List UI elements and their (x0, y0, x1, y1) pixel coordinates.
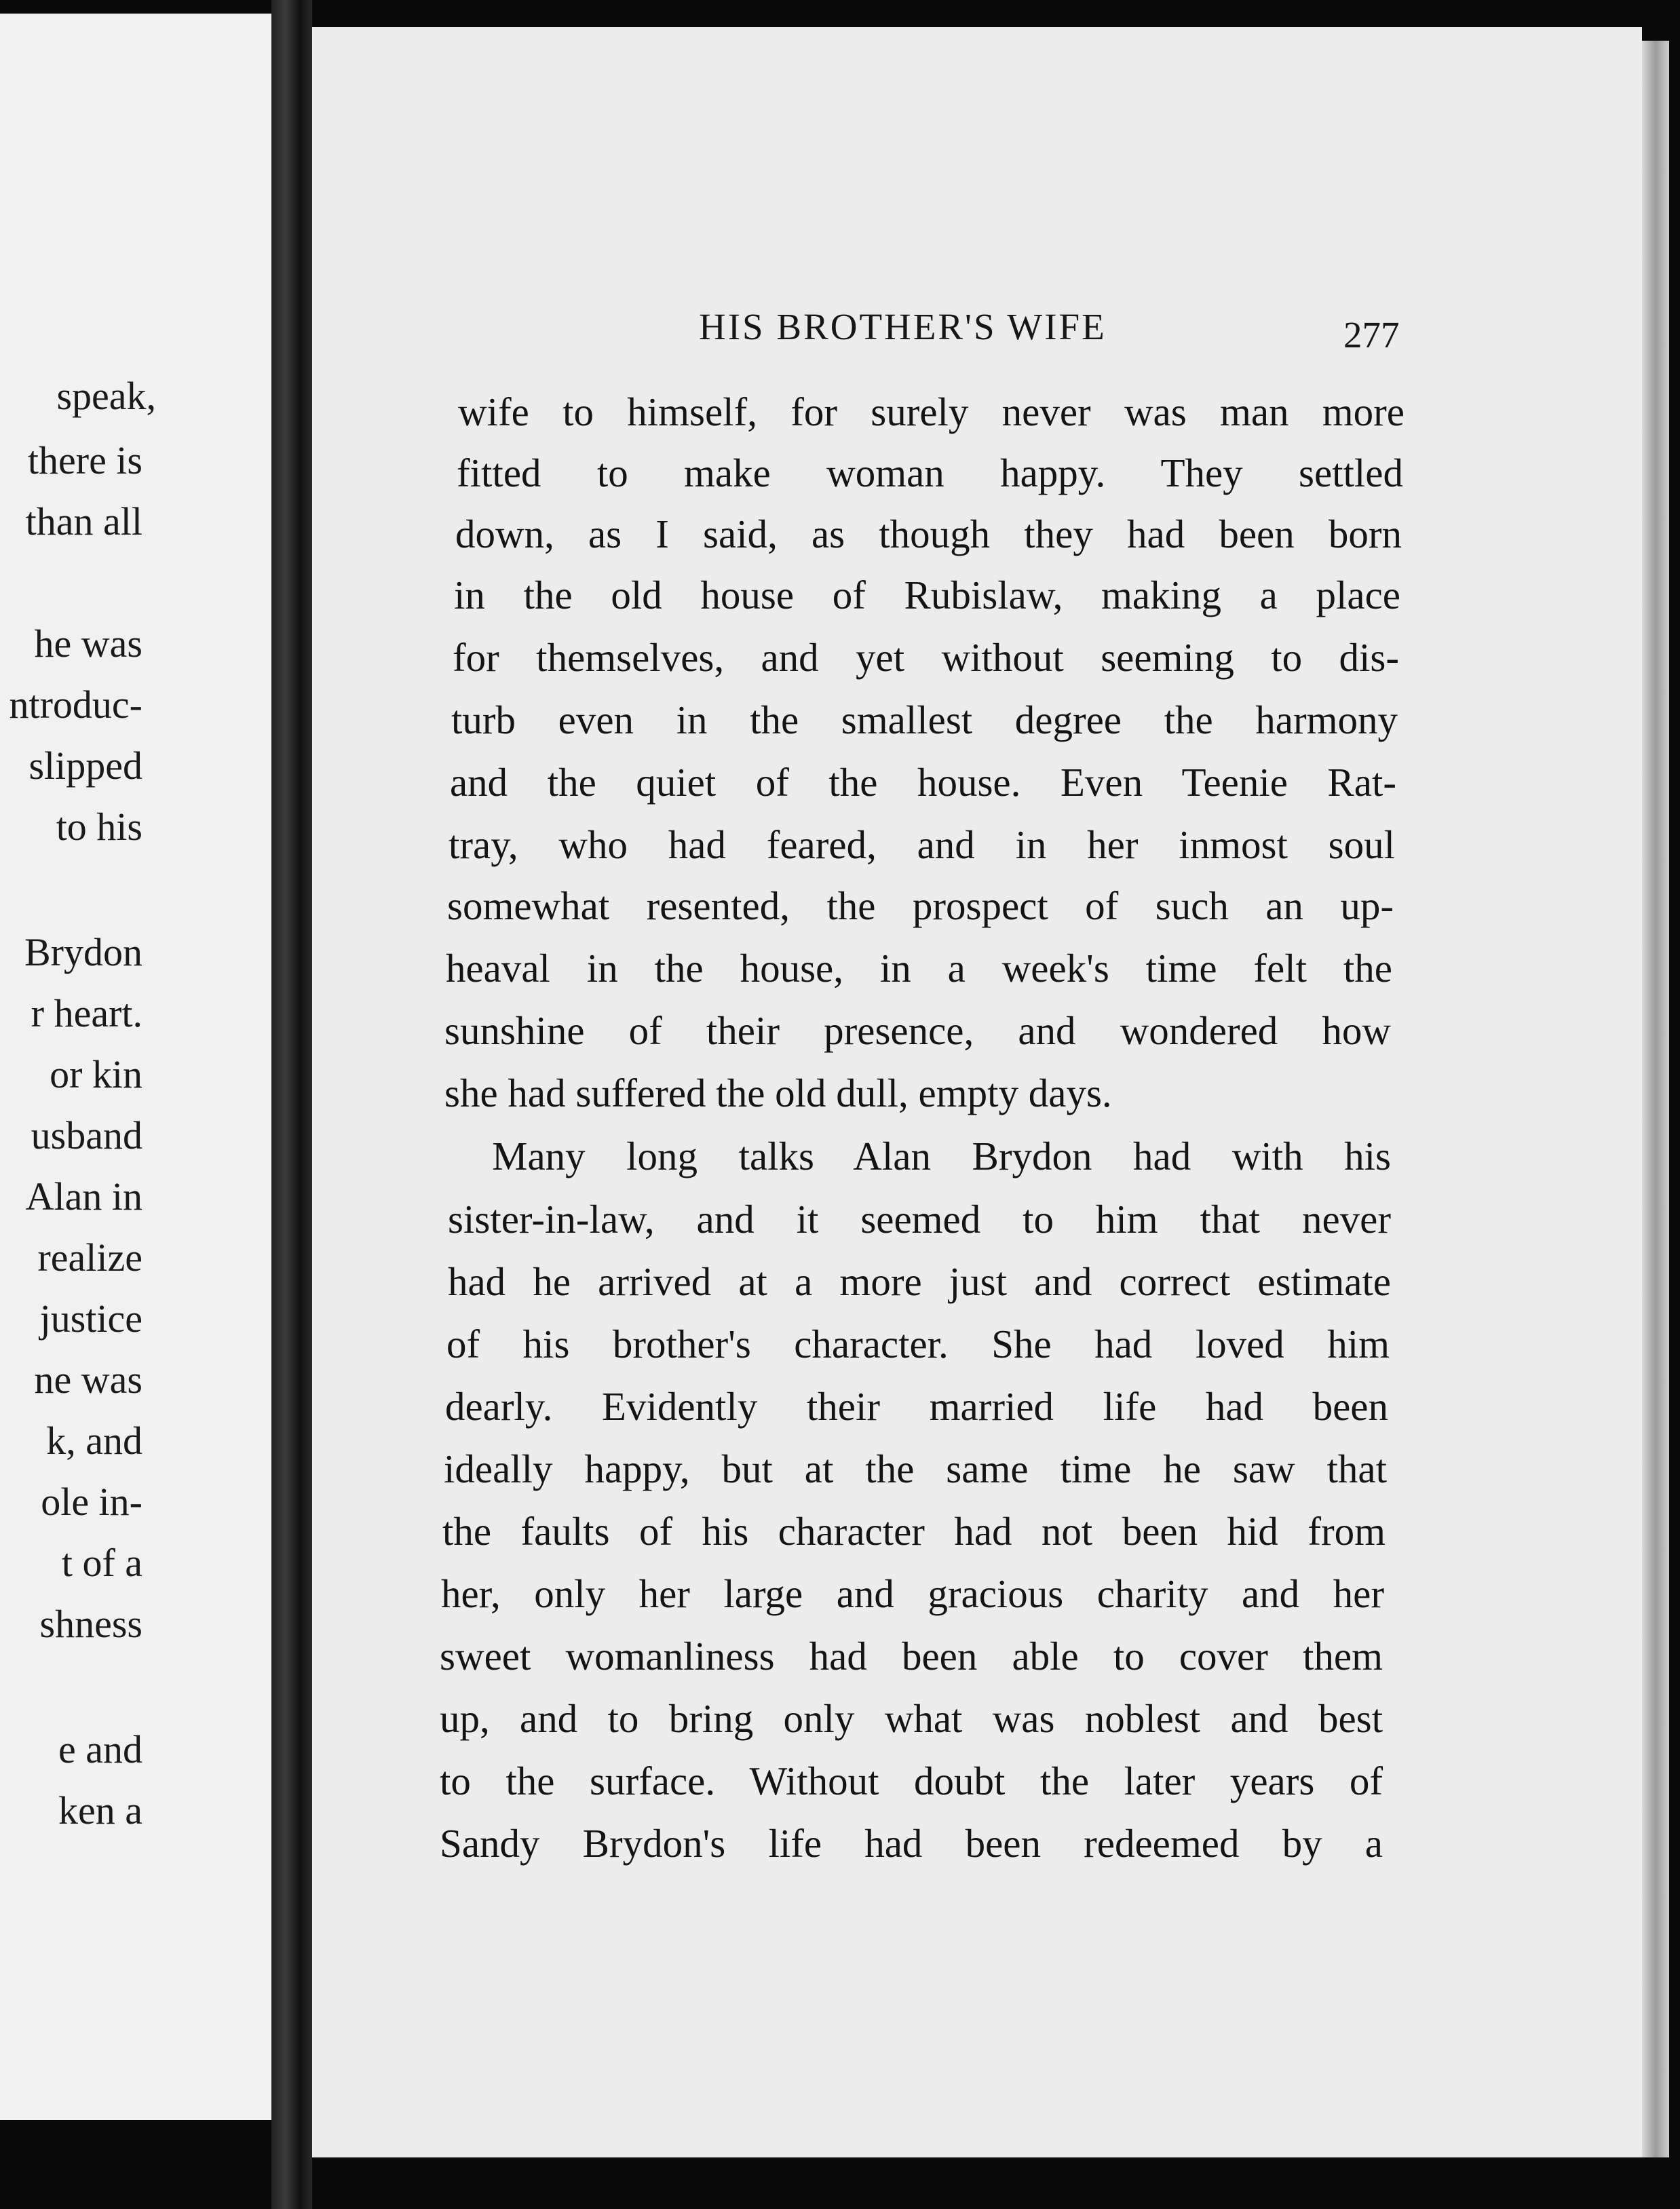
left-line: e and (58, 1727, 142, 1771)
text-line: somewhat resented, the prospect of such an up- (447, 883, 1394, 928)
left-line: Brydon (24, 930, 142, 974)
text-line: for themselves, and yet without seeming to dis- (453, 635, 1399, 680)
left-line: slipped (28, 744, 142, 788)
text-line: in the old house of Rubislaw, making a place (454, 573, 1400, 617)
left-line: ne was (34, 1358, 142, 1402)
left-line: k, and (46, 1419, 142, 1463)
left-line: r heart. (31, 991, 142, 1035)
left-line: than all (25, 499, 142, 543)
text-line: turb even in the smallest degree the harmony (451, 697, 1398, 742)
text-line: down, as I said, as though they had been born (455, 512, 1402, 556)
text-line: sunshine of their presence, and wondered how (444, 1008, 1391, 1053)
left-line: realize (37, 1235, 142, 1280)
text-line: Sandy Brydon's life had been redeemed by a (440, 1821, 1383, 1866)
left-line: he was (34, 621, 142, 666)
left-line: Alan in (25, 1174, 142, 1218)
text-line: had he arrived at a more just and correct estimate (448, 1259, 1391, 1304)
text-line: of his brother's character. She had loved him (446, 1322, 1390, 1366)
left-line: shness (39, 1602, 142, 1646)
text-line: fitted to make woman happy. They settled (457, 450, 1403, 495)
text-line: to the surface. Without doubt the later years of (440, 1759, 1383, 1803)
text-line: heaval in the house, in a week's time felt the (446, 946, 1392, 991)
text-line: and the quiet of the house. Even Teenie Rat- (450, 760, 1396, 805)
left-line: there is (27, 438, 142, 482)
text-line: the faults of his character had not been hid from (442, 1509, 1386, 1554)
page-number: 277 (1343, 314, 1400, 356)
text-line: she had suffered the old dull, empty days. (444, 1071, 1112, 1115)
page-edge (1642, 41, 1669, 2157)
left-line: t of a (61, 1541, 142, 1585)
text-line: dearly. Evidently their married life had been (445, 1384, 1388, 1429)
text-line: tray, who had feared, and in her inmost soul (448, 822, 1395, 867)
text-line: her, only her large and gracious charity and her (441, 1571, 1384, 1616)
left-line: ken a (58, 1788, 142, 1832)
text-line: up, and to bring only what was noblest and best (440, 1696, 1383, 1741)
text-line: sweet womanliness had been able to cover them (440, 1634, 1383, 1678)
running-head: HIS BROTHER'S WIFE (699, 306, 1107, 347)
text-line: wife to himself, for surely never was man more (458, 389, 1405, 434)
left-line: ntroduc- (9, 683, 142, 727)
left-line: or kin (50, 1052, 142, 1096)
left-line: to his (56, 805, 142, 849)
text-line: ideally happy, but at the same time he saw that (444, 1446, 1387, 1491)
book-gutter (271, 0, 312, 2209)
text-line: sister-in-law, and it seemed to him that never (448, 1197, 1391, 1242)
left-line: usband (31, 1113, 142, 1157)
left-line: speak, (56, 374, 156, 418)
left-page (0, 14, 271, 2120)
left-line: ole in- (41, 1480, 142, 1524)
text-line: Many long talks Alan Brydon had with his (492, 1134, 1391, 1178)
left-line: justice (39, 1296, 142, 1341)
